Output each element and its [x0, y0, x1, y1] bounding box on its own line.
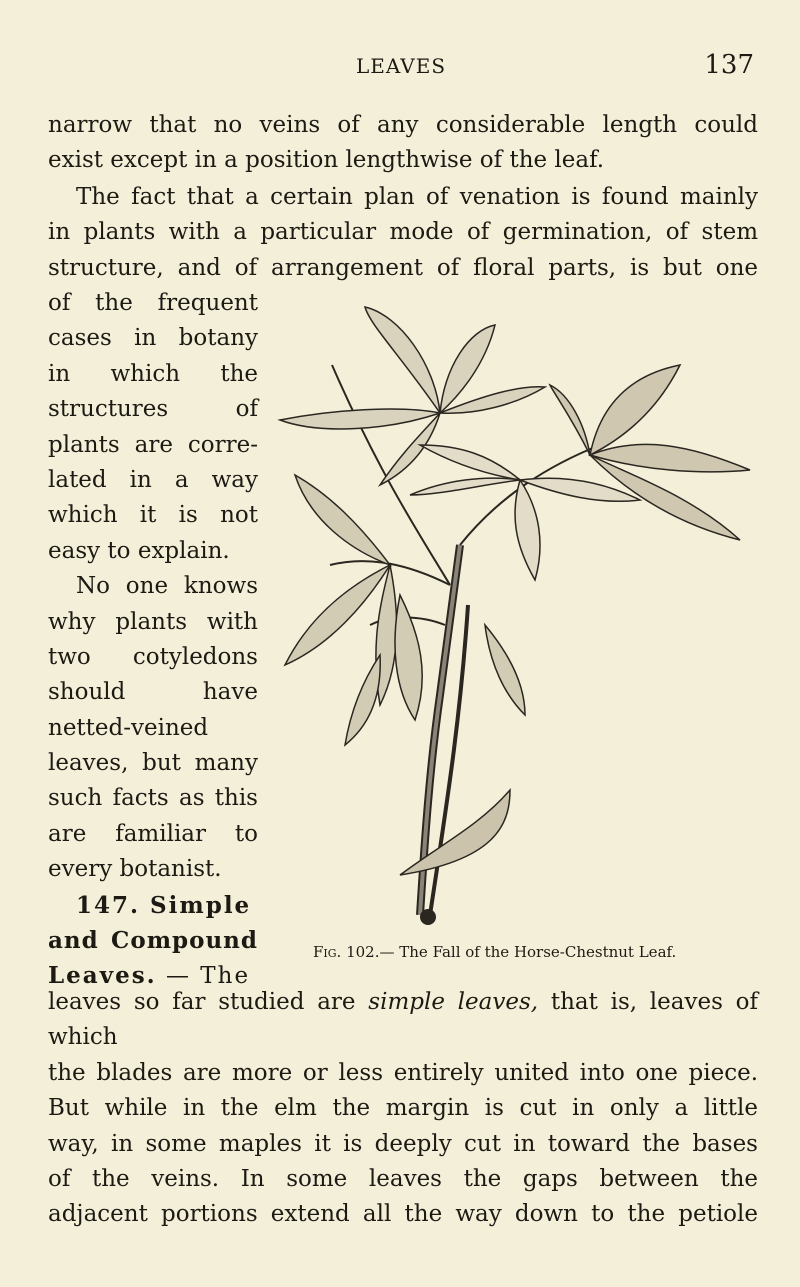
- text-line: of the frequent: [48, 290, 258, 316]
- text-line: But while in the elm the margin is cut in only a little: [48, 1095, 758, 1122]
- text-line: [48, 985, 758, 1056]
- section-heading: [48, 888, 258, 923]
- text-line: the blades are more or less entirely united into one piece.: [48, 1059, 758, 1086]
- text-line: The fact that a certain plan of venation is found mainly: [76, 184, 758, 210]
- narrow-column: [48, 286, 258, 994]
- text-line: structures of: [48, 396, 258, 423]
- text-line: lated in a way: [48, 466, 258, 493]
- text-line: exist except in a position lengthwise of the leaf.: [48, 147, 605, 174]
- text-line: cases in botany: [48, 325, 258, 352]
- horse-chestnut-illustration: [270, 295, 760, 935]
- paragraph-simple-compound: [48, 985, 758, 1233]
- text-line: in which the: [48, 360, 258, 387]
- text-line: adjacent portions extend all the way down to the petiole: [48, 1201, 758, 1228]
- section-heading-text: Leaves.: [48, 962, 157, 990]
- text-line: plants are corre-: [48, 431, 258, 458]
- running-title: LEAVES: [355, 54, 447, 78]
- text-line: easy to explain.: [48, 537, 230, 564]
- text-line: leaves, but many: [48, 750, 258, 777]
- text-fragment: leaves so far studied are: [48, 989, 369, 1015]
- text-line: such facts as this: [48, 785, 258, 812]
- figure-caption-text: — The Fall of the Horse-Chestnut Leaf.: [379, 943, 677, 961]
- text-fragment: — The: [165, 963, 251, 990]
- text-line: should have: [48, 679, 258, 706]
- paragraph-continuation: [48, 108, 758, 179]
- figure-caption: [313, 943, 753, 961]
- figure-label: Fig. 102.: [313, 943, 380, 961]
- section-heading-text: and Compound: [48, 927, 258, 955]
- leaf-branch-icon: [270, 295, 760, 935]
- text-line: two cotyledons: [48, 643, 258, 670]
- text-line: why plants with: [48, 608, 258, 635]
- section-heading-text: Simple: [150, 891, 252, 919]
- text-line: structure, and of arrangement of floral parts, is but one: [48, 254, 758, 281]
- text-line: way, in some maples it is deeply cut in toward the bases: [48, 1130, 758, 1157]
- text-line: which it is not: [48, 502, 258, 529]
- text-line: No one knows: [76, 573, 258, 600]
- section-number: 147.: [76, 891, 141, 919]
- text-fragment: that is, leaves of which: [48, 989, 758, 1051]
- text-line: narrow that no veins of any considerable length could: [48, 112, 758, 138]
- text-line: of the veins. In some leaves the gaps between the: [48, 1166, 758, 1193]
- text-line: every botanist.: [48, 856, 222, 883]
- text-line: are familiar to: [48, 820, 258, 847]
- page-number: 137: [704, 50, 754, 80]
- text-line: netted-veined: [48, 714, 209, 741]
- running-head: [48, 50, 754, 82]
- text-line: in plants with a particular mode of germination, of stem: [48, 219, 758, 246]
- paragraph-venation: [48, 180, 758, 286]
- emphasis-term: simple leaves,: [368, 989, 539, 1015]
